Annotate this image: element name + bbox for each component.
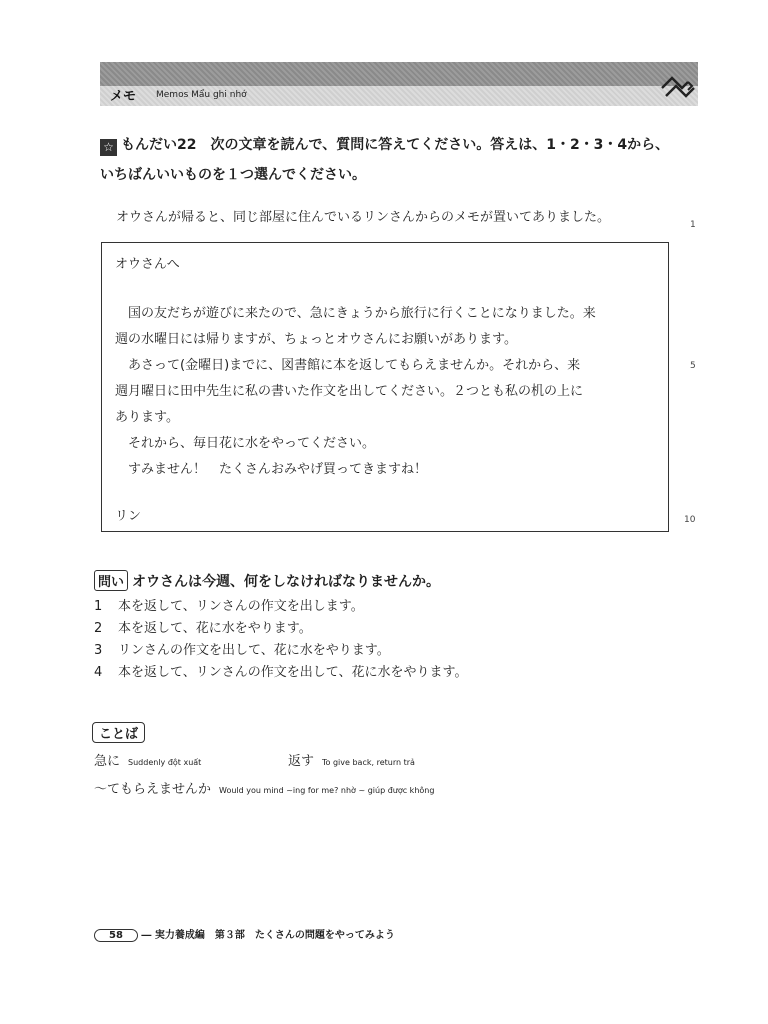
- star-icon: ☆: [100, 139, 117, 156]
- instruction-line-2: いちばんいいものを１つ選んでください。: [100, 167, 366, 183]
- footer-rule: ―: [141, 930, 152, 941]
- answer-option-2[interactable]: 2 本を返して、花に水をやります。: [94, 621, 312, 636]
- vocab-word: 返す: [288, 754, 315, 769]
- section-title: メモ: [110, 89, 137, 104]
- line-number-10: 10: [684, 515, 696, 525]
- question-label: 問い: [94, 570, 128, 591]
- decorative-swirl-icon: [658, 66, 698, 106]
- answer-option-4[interactable]: 4 本を返して、リンさんの作文を出して、花に水をやります。: [94, 665, 468, 680]
- page-footer: [94, 926, 395, 942]
- question: [94, 570, 440, 591]
- section-subtitle: Memos Mẩu ghi nhớ: [156, 90, 247, 100]
- vocab-gloss: Would you mind ~ing for me? nhờ ~ giúp được không: [219, 786, 435, 795]
- vocab-item: [94, 778, 434, 797]
- vocab-word: ～てもらえませんか: [94, 782, 212, 797]
- line-number-1: 1: [690, 220, 696, 230]
- question-text: オウさんは今週、何をしなければなりませんか。: [132, 574, 441, 590]
- footer-text: 実力養成編 第３部 たくさんの問題をやってみよう: [154, 930, 395, 941]
- memo-line: すみません！ たくさんおみやげ買ってきますね！: [115, 462, 428, 477]
- vocab-gloss: To give back, return trả: [322, 758, 415, 767]
- memo-line: あさって(金曜日)までに、図書館に本を返してもらえませんか。それから、来: [115, 358, 581, 373]
- vocab-gloss: Suddenly đột xuất: [128, 758, 202, 767]
- memo-line: 週月曜日に田中先生に私の書いた作文を出してください。２つとも私の机の上に: [115, 384, 584, 399]
- vocabulary-label: ことば: [92, 722, 145, 743]
- instruction-line-1: もんだい22 次の文章を読んで、質問に答えてください。答えは、1・2・3・4から、: [121, 137, 670, 153]
- passage-intro: オウさんが帰ると、同じ部屋に住んでいるリンさんからのメモが置いてありました。: [116, 210, 611, 225]
- page-number: 58: [94, 929, 138, 942]
- vocab-word: 急に: [94, 754, 121, 769]
- section-header-banner: [100, 62, 698, 106]
- answer-options: [94, 596, 467, 684]
- problem-instruction: [100, 130, 700, 190]
- vocab-item: [288, 750, 415, 769]
- memo-box: [101, 242, 669, 532]
- memo-line: あります。: [115, 410, 179, 425]
- memo-signature: リン: [115, 509, 142, 524]
- memo-salutation: オウさんへ: [115, 257, 180, 272]
- memo-line: 週の水曜日には帰りますが、ちょっとオウさんにお願いがあります。: [115, 332, 517, 347]
- memo-line: 国の友だちが遊びに来たので、急にきょうから旅行に行くことになりました。来: [115, 306, 596, 321]
- vocab-item: [94, 750, 201, 769]
- memo-body: [115, 301, 663, 483]
- answer-option-3[interactable]: 3 リンさんの作文を出して、花に水をやります。: [94, 643, 390, 658]
- answer-option-1[interactable]: 1 本を返して、リンさんの作文を出します。: [94, 599, 364, 614]
- line-number-5: 5: [690, 361, 696, 371]
- memo-line: それから、毎日花に水をやってください。: [115, 436, 376, 451]
